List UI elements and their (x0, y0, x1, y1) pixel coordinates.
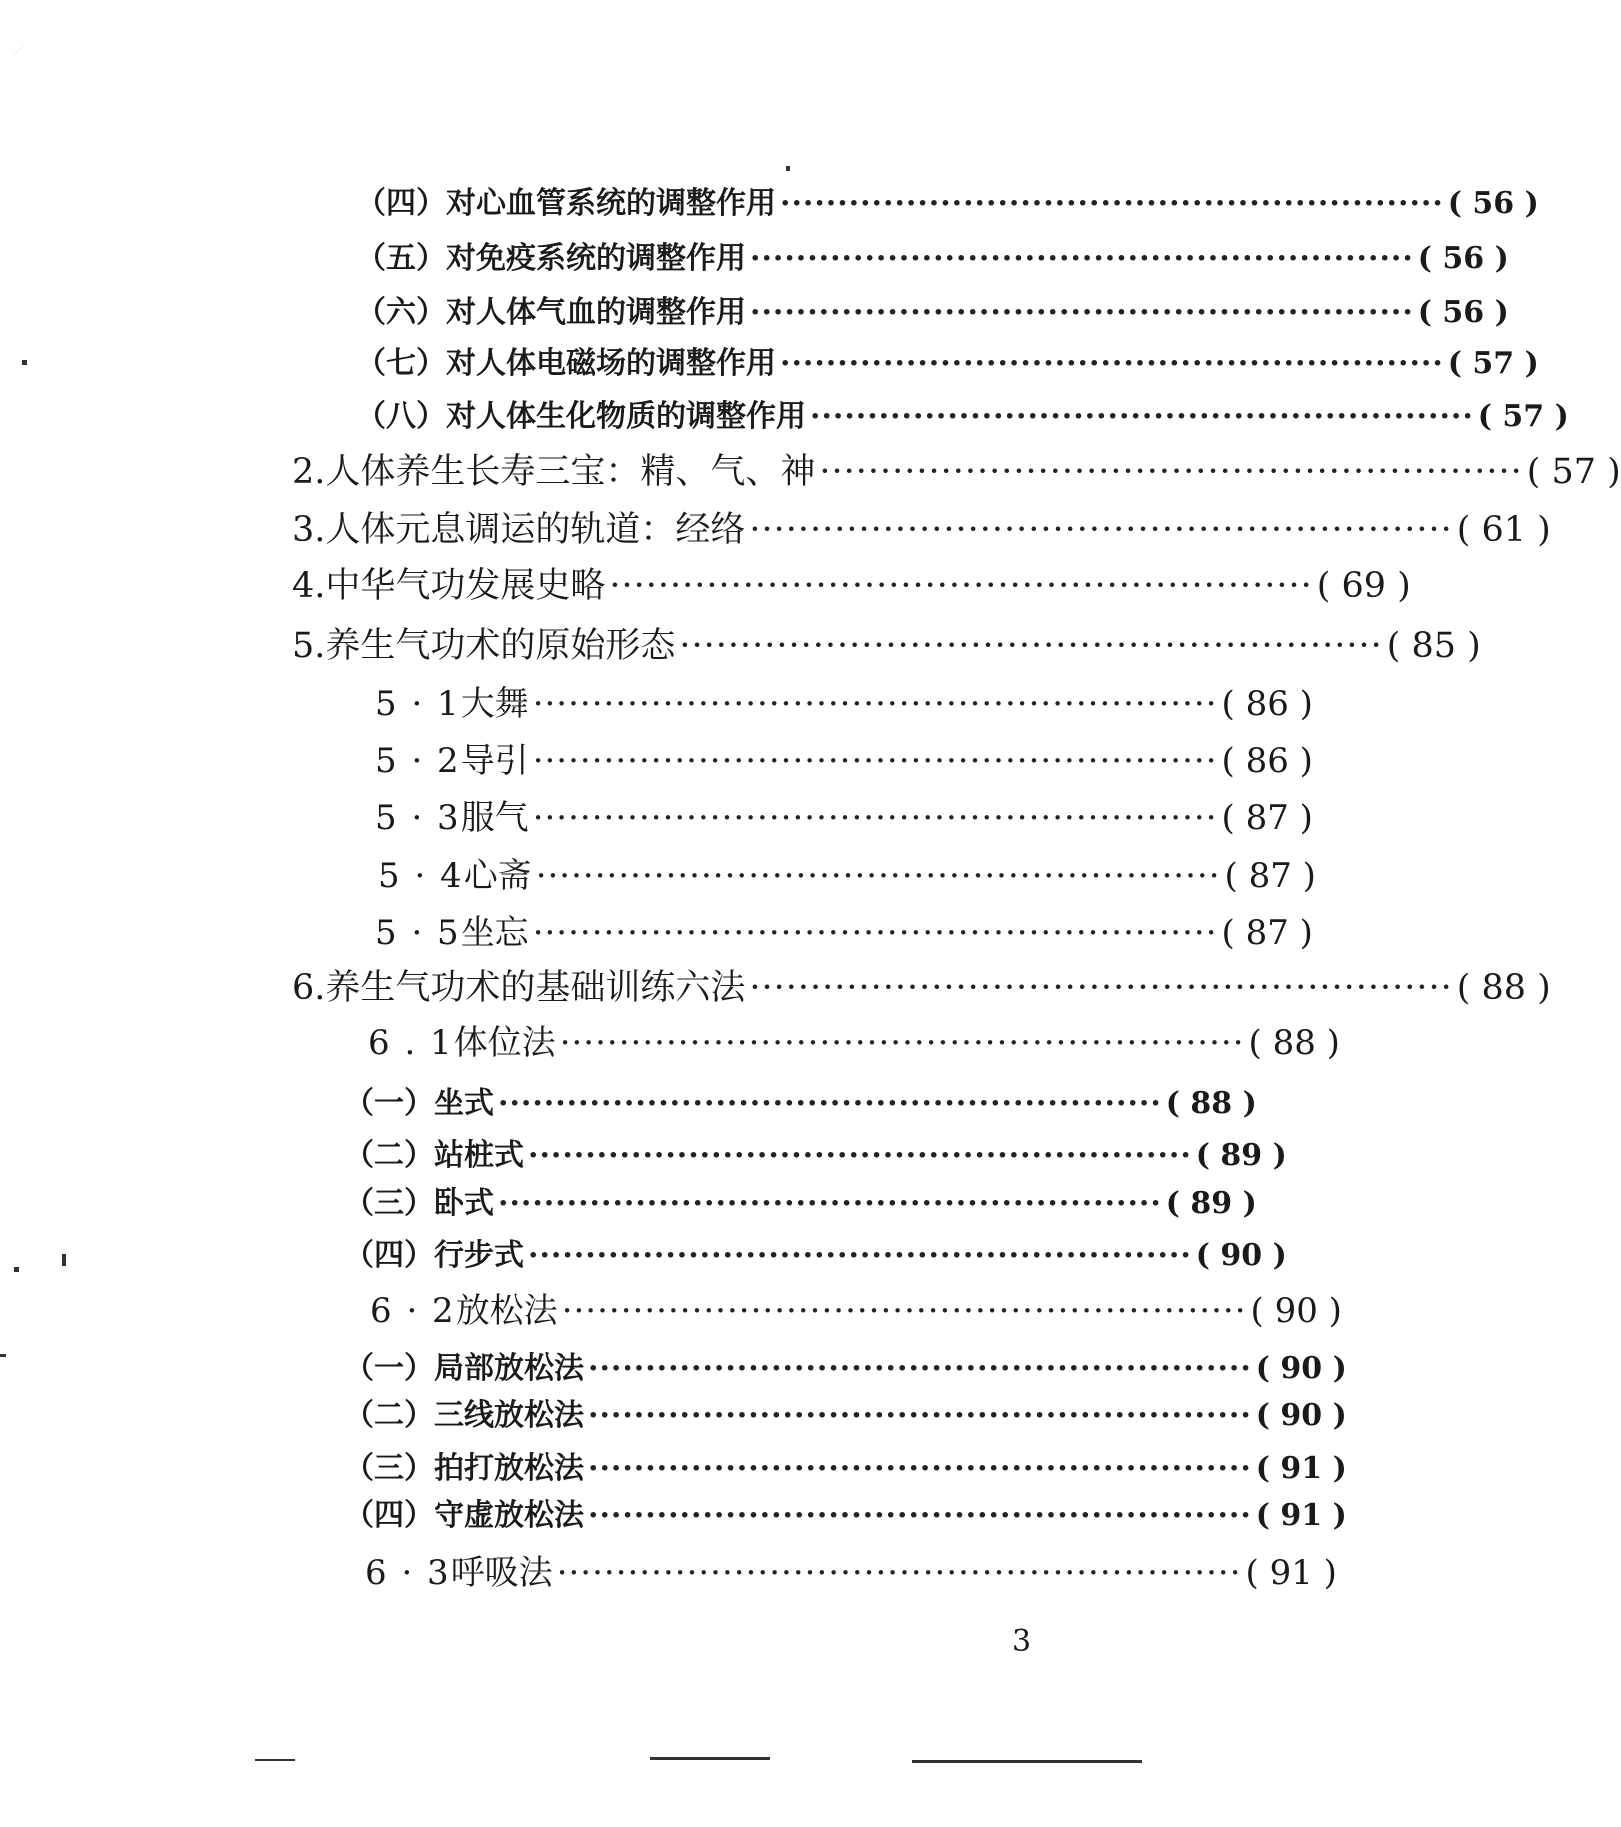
leader-dots: ·························································· (679, 626, 1383, 666)
svg-text:· · · ·: · · · · (11, 43, 27, 58)
entry-page: ( 56 ) (1447, 186, 1539, 221)
toc-entry (292, 444, 1621, 494)
scan-speck (62, 1254, 66, 1266)
leader-dots: ·························································· (535, 856, 1221, 896)
toc-entry (344, 1230, 1287, 1274)
leader-dots: ·························································· (528, 1238, 1192, 1273)
entry-title: 对免疫系统的调整作用 (446, 241, 746, 276)
entry-title: 放松法 (455, 1291, 558, 1331)
corner-watermark (0, 0, 70, 70)
entry-page: ( 87 ) (1221, 913, 1313, 953)
leader-dots: ·························································· (588, 1351, 1252, 1386)
leader-dots: ·························································· (532, 798, 1218, 838)
leader-dots: ·························································· (609, 566, 1313, 606)
toc-entry (365, 1545, 1337, 1594)
entry-number: （四） (344, 1238, 434, 1273)
entry-page: ( 88 ) (1456, 968, 1551, 1008)
leader-dots: ·························································· (532, 913, 1218, 953)
entry-title: 对人体电磁场的调整作用 (446, 346, 776, 381)
entry-number: （三） (344, 1186, 434, 1221)
entry-title: 坐式 (434, 1086, 494, 1121)
entry-title: 对人体生化物质的调整作用 (446, 399, 806, 434)
entry-number: （三） (344, 1451, 434, 1486)
toc-entry (356, 287, 1509, 331)
entry-title: 站桩式 (434, 1138, 524, 1173)
entry-page: ( 69 ) (1316, 566, 1411, 606)
leader-dots: ·························································· (556, 1553, 1242, 1593)
leader-dots: ·························································· (810, 399, 1474, 434)
entry-number: 5 · 5 (375, 913, 461, 953)
entry-number: （七） (356, 346, 446, 381)
entry-page: ( 88 ) (1165, 1086, 1257, 1121)
leader-dots: ·························································· (819, 452, 1523, 492)
entry-page: ( 90 ) (1250, 1291, 1342, 1331)
leader-dots: ·························································· (498, 1186, 1162, 1221)
scan-line (255, 1759, 295, 1761)
entry-number: 4. (292, 566, 326, 606)
scan-speck (786, 166, 790, 171)
leader-dots: ·························································· (498, 1086, 1162, 1121)
entry-number: （六） (356, 295, 446, 330)
entry-number: 5 · 4 (378, 856, 464, 896)
leader-dots: ·························································· (780, 346, 1444, 381)
entry-title: 体位法 (453, 1023, 556, 1063)
toc-entry (292, 502, 1551, 552)
entry-page: ( 57 ) (1526, 452, 1621, 492)
entry-title: 对人体气血的调整作用 (446, 295, 746, 330)
leader-dots: ·························································· (532, 741, 1218, 781)
entry-number: 3. (292, 510, 326, 550)
scan-speck (0, 1354, 6, 1357)
entry-title: 服气 (460, 798, 529, 838)
entry-title: 养生气功术的原始形态 (325, 626, 676, 666)
toc-entry (370, 1283, 1342, 1332)
toc-entry (375, 733, 1313, 782)
entry-page: ( 91 ) (1255, 1498, 1347, 1533)
entry-page: ( 90 ) (1255, 1398, 1347, 1433)
entry-page: ( 85 ) (1386, 626, 1481, 666)
toc-entry (344, 1178, 1257, 1222)
entry-title: 人体养生长寿三宝：精、气、神 (325, 452, 816, 492)
entry-page: ( 56 ) (1417, 241, 1509, 276)
entry-number: （二） (344, 1138, 434, 1173)
toc-entry (356, 338, 1539, 382)
toc-entry (356, 233, 1509, 277)
toc-entry (344, 1443, 1347, 1487)
toc-entry (344, 1343, 1347, 1387)
entry-page: ( 90 ) (1195, 1238, 1287, 1273)
leader-dots: ·························································· (559, 1023, 1245, 1063)
scan-line (650, 1757, 770, 1760)
entry-page: ( 87 ) (1224, 856, 1316, 896)
leader-dots: ·························································· (588, 1398, 1252, 1433)
scan-speck (14, 1267, 19, 1272)
entry-number: （二） (344, 1398, 434, 1433)
toc-entry (375, 905, 1313, 954)
entry-number: 5 · 3 (375, 798, 461, 838)
entry-title: 守虚放松法 (434, 1498, 584, 1533)
entry-title: 导引 (460, 741, 529, 781)
leader-dots: ·························································· (588, 1451, 1252, 1486)
entry-title: 拍打放松法 (434, 1451, 584, 1486)
toc-entry (368, 1015, 1340, 1064)
entry-number: 5 · 1 (375, 684, 461, 724)
leader-dots: ·························································· (532, 684, 1218, 724)
entry-page: ( 88 ) (1248, 1023, 1340, 1063)
toc-entry (375, 790, 1313, 839)
leader-dots: ·························································· (750, 241, 1414, 276)
entry-number: （一） (344, 1086, 434, 1121)
leader-dots: ·························································· (749, 968, 1453, 1008)
entry-title: 局部放松法 (434, 1351, 584, 1386)
entry-page: ( 86 ) (1221, 741, 1313, 781)
entry-page: ( 57 ) (1447, 346, 1539, 381)
entry-number: （八） (356, 399, 446, 434)
toc-entry (292, 558, 1411, 608)
entry-title: 对心血管系统的调整作用 (446, 186, 776, 221)
entry-title: 大舞 (460, 684, 529, 724)
entry-page: ( 61 ) (1456, 510, 1551, 550)
toc-entry (344, 1490, 1347, 1534)
entry-title: 人体元息调运的轨道：经络 (325, 510, 746, 550)
entry-page: ( 57 ) (1477, 399, 1569, 434)
entry-number: （四） (356, 186, 446, 221)
entry-page: ( 87 ) (1221, 798, 1313, 838)
entry-title: 养生气功术的基础训练六法 (325, 968, 746, 1008)
entry-number: 5. (292, 626, 326, 666)
entry-page: ( 91 ) (1255, 1451, 1347, 1486)
leader-dots: ·························································· (749, 510, 1453, 550)
toc-entry (356, 391, 1569, 435)
entry-title: 三线放松法 (434, 1398, 584, 1433)
entry-number: 6 . 1 (368, 1023, 454, 1063)
toc-entry (292, 618, 1481, 668)
entry-page: ( 89 ) (1195, 1138, 1287, 1173)
entry-page: ( 90 ) (1255, 1351, 1347, 1386)
leader-dots: ·························································· (528, 1138, 1192, 1173)
entry-title: 中华气功发展史略 (325, 566, 606, 606)
entry-title: 坐忘 (460, 913, 529, 953)
leader-dots: ·························································· (561, 1291, 1247, 1331)
toc-entry (375, 676, 1313, 725)
toc-entry (344, 1078, 1257, 1122)
entry-title: 呼吸法 (450, 1553, 553, 1593)
entry-title: 卧式 (434, 1186, 494, 1221)
entry-page: ( 91 ) (1245, 1553, 1337, 1593)
entry-number: 5 · 2 (375, 741, 461, 781)
entry-title: 行步式 (434, 1238, 524, 1273)
entry-number: 2. (292, 452, 326, 492)
toc-entry (292, 960, 1551, 1010)
entry-number: （五） (356, 241, 446, 276)
leader-dots: ·························································· (588, 1498, 1252, 1533)
entry-page: ( 89 ) (1165, 1186, 1257, 1221)
toc-entry (344, 1130, 1287, 1174)
page-number: 3 (1012, 1624, 1032, 1659)
toc-entry (378, 848, 1316, 897)
entry-title: 心斋 (463, 856, 532, 896)
leader-dots: ·························································· (780, 186, 1444, 221)
scan-line (912, 1760, 1142, 1763)
entry-number: 6 · 3 (365, 1553, 451, 1593)
leader-dots: ·························································· (750, 295, 1414, 330)
entry-page: ( 56 ) (1417, 295, 1509, 330)
toc-entry (356, 178, 1539, 222)
entry-number: （四） (344, 1498, 434, 1533)
entry-number: 6 · 2 (370, 1291, 456, 1331)
entry-page: ( 86 ) (1221, 684, 1313, 724)
entry-number: （一） (344, 1351, 434, 1386)
toc-entry (344, 1390, 1347, 1434)
entry-number: 6. (292, 968, 326, 1008)
scan-speck (22, 360, 27, 365)
